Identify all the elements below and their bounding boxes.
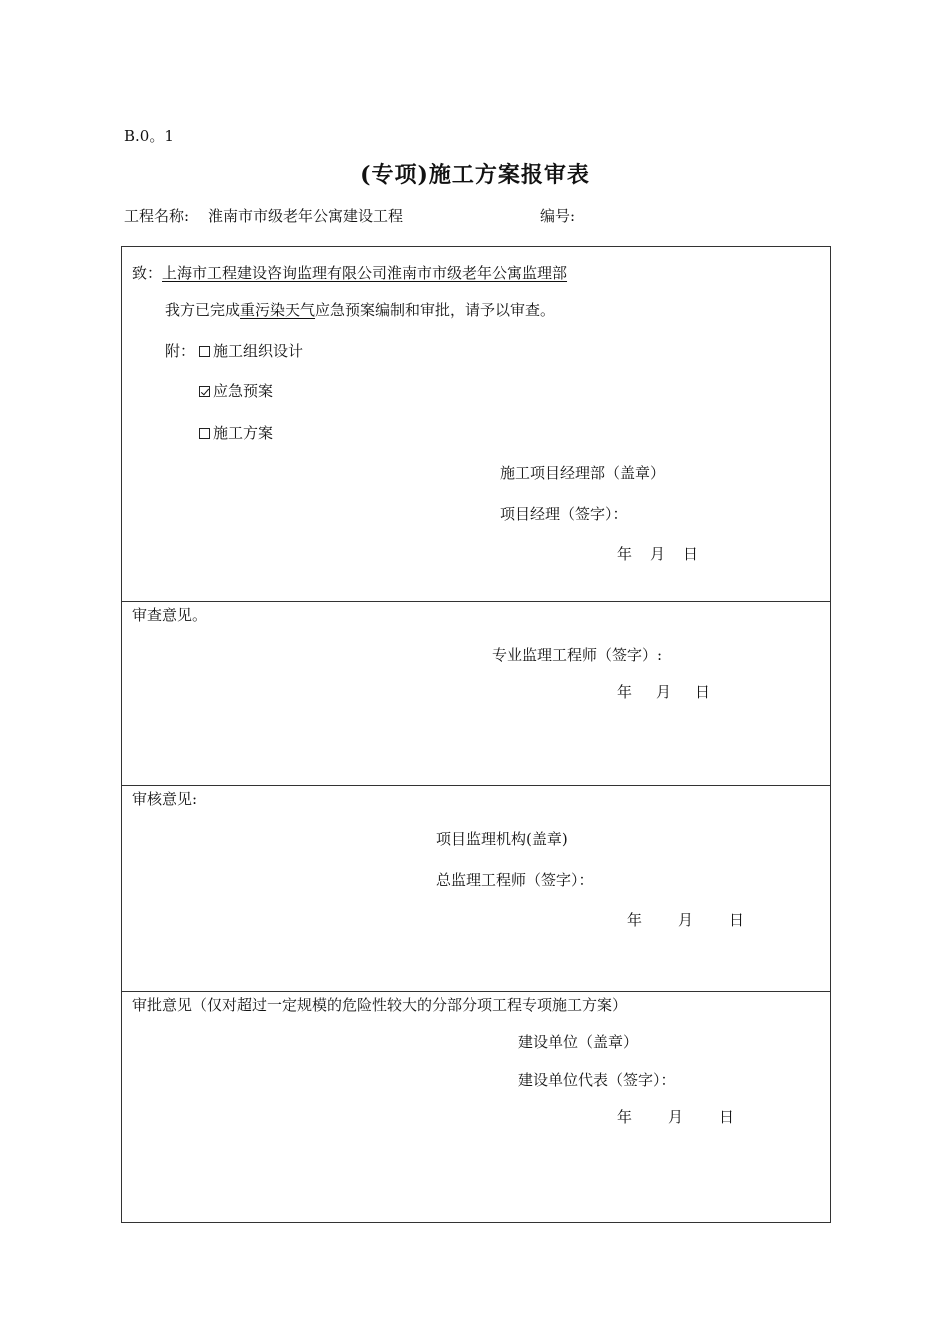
number-label: 编号: bbox=[540, 207, 576, 225]
project-name-label: 工程名称: bbox=[124, 207, 190, 225]
audit-title: 审核意见: bbox=[132, 790, 198, 808]
date-month: 月 bbox=[650, 545, 666, 563]
review-section bbox=[122, 601, 830, 786]
recipient-line bbox=[132, 266, 567, 281]
approval-title: 审批意见（仅对超过一定规模的危险性较大的分部分项工程专项施工方案） bbox=[132, 996, 628, 1014]
date-line bbox=[617, 547, 698, 562]
date-year: 年 bbox=[617, 1108, 633, 1126]
attachment-label-text: 应急预案 bbox=[213, 382, 274, 400]
chief-supervisor-signature-label: 总监理工程师（签字）： bbox=[436, 871, 594, 889]
approval-section bbox=[122, 991, 830, 1223]
date-year: 年 bbox=[617, 545, 633, 563]
date-year: 年 bbox=[617, 683, 633, 701]
date-month: 月 bbox=[678, 911, 694, 929]
form-table bbox=[121, 246, 831, 1223]
date-line bbox=[617, 1110, 734, 1125]
form-code: B.0。1 bbox=[124, 127, 174, 145]
date-line bbox=[617, 685, 710, 700]
date-day: 日 bbox=[683, 545, 699, 563]
date-month: 月 bbox=[668, 1108, 684, 1126]
date-day: 日 bbox=[729, 911, 745, 929]
supervisor-signature-label: 专业监理工程师（签字）: bbox=[492, 646, 663, 664]
attachment-label: 附： bbox=[165, 342, 196, 360]
checked-checkbox-icon[interactable] bbox=[199, 386, 210, 397]
date-day: 日 bbox=[719, 1108, 735, 1126]
attachment-label-text: 施工方案 bbox=[213, 424, 274, 442]
recipient-org: 上海市工程建设咨询监理有限公司淮南市市级老年公寓监理部 bbox=[162, 264, 568, 282]
review-title: 审查意见。 bbox=[132, 606, 208, 624]
attachment-item-construction-plan[interactable] bbox=[199, 426, 273, 441]
statement-prefix: 我方已完成 bbox=[165, 301, 241, 319]
attachment-item-construction-design[interactable] bbox=[199, 344, 303, 359]
supervision-org-stamp-label: 项目监理机构(盖章) bbox=[436, 830, 568, 848]
attachment-label-text: 施工组织设计 bbox=[213, 342, 304, 360]
audit-section bbox=[122, 785, 830, 992]
date-day: 日 bbox=[695, 683, 711, 701]
checkbox-icon[interactable] bbox=[199, 346, 210, 357]
manager-signature-label: 项目经理（签字）： bbox=[500, 505, 628, 523]
dept-stamp-label: 施工项目经理部（盖章） bbox=[500, 464, 666, 482]
date-month: 月 bbox=[656, 683, 672, 701]
date-line bbox=[627, 913, 744, 928]
attachment-item-emergency-plan[interactable] bbox=[199, 384, 273, 399]
statement-subject: 重污染天气 bbox=[240, 301, 316, 319]
recipient-label: 致： bbox=[132, 264, 163, 282]
date-year: 年 bbox=[627, 911, 643, 929]
checkbox-icon[interactable] bbox=[199, 428, 210, 439]
owner-stamp-label: 建设单位（盖章） bbox=[518, 1033, 639, 1051]
owner-representative-signature-label: 建设单位代表（签字）： bbox=[518, 1071, 676, 1089]
project-name-value: 淮南市市级老年公寓建设工程 bbox=[208, 207, 404, 225]
submission-section bbox=[122, 247, 830, 601]
submission-statement bbox=[165, 303, 555, 318]
statement-suffix: 应急预案编制和审批，请予以审查。 bbox=[315, 301, 556, 319]
page-title: (专项)施工方案报审表 bbox=[360, 162, 590, 188]
